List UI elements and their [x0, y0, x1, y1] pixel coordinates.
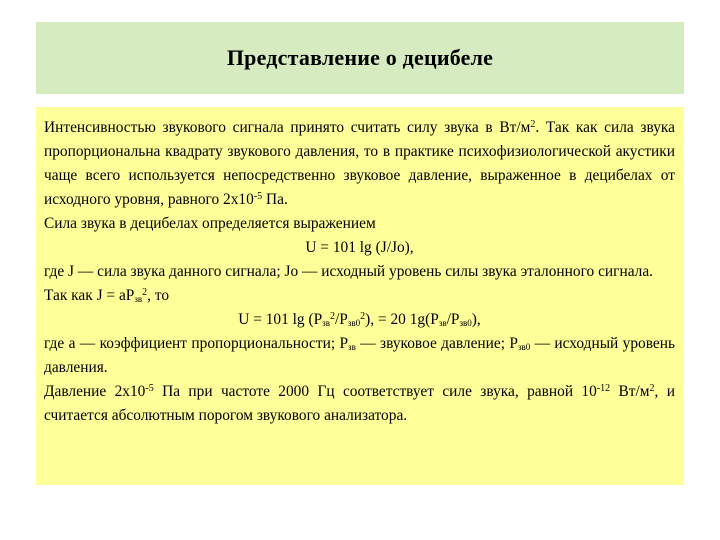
paragraph-where-a: где a — коэффициент пропорциональности; $P_{зв}$ — звуковое давление; $P_{зв0}$ — исходный уровень давления. — [44, 335, 675, 376]
paragraph-since-j: Так как $J = aP_{зв}^2$, то — [44, 287, 170, 304]
paragraph-intensity: Интенсивностью звукового сигнала принято считать силу звука в $Вт/м^2$. Так как сила звука пропорциональна квадрату звукового давления, то в практике психофизиологической акустики чаще всего используется непосредственно звуковое давление, выраженное в децибелах от исходного уровня, равного $2х10^{-5}$ Па. — [44, 119, 676, 208]
formula-pressure: U = 101 $\lg (P_{зв}^2/P_{зв0}^2)$, = 20 $1g(P_{зв}/P_{зв0})$, — [238, 311, 481, 328]
paragraph-where-j: где J — сила звука данного сигнала; Jo — исходный уровень силы звука эталонного сигнала. — [44, 263, 654, 280]
formula-intensity: U = 101 lg (J/Jo), — [305, 239, 414, 256]
content-panel — [36, 107, 684, 485]
slide-title: Представление о децибеле — [226, 45, 494, 70]
paragraph-threshold: Давление $2х10^{-5}$ Па при частоте 2000 Гц соответствует силе звука, равной $10^{-12}$ $Вт/м^2$, и считается абсолютным порогом звукового анализатора. — [44, 383, 676, 424]
title-banner — [36, 22, 684, 94]
paragraph-definition: Сила звука в децибелах определяется выражением — [44, 215, 376, 232]
